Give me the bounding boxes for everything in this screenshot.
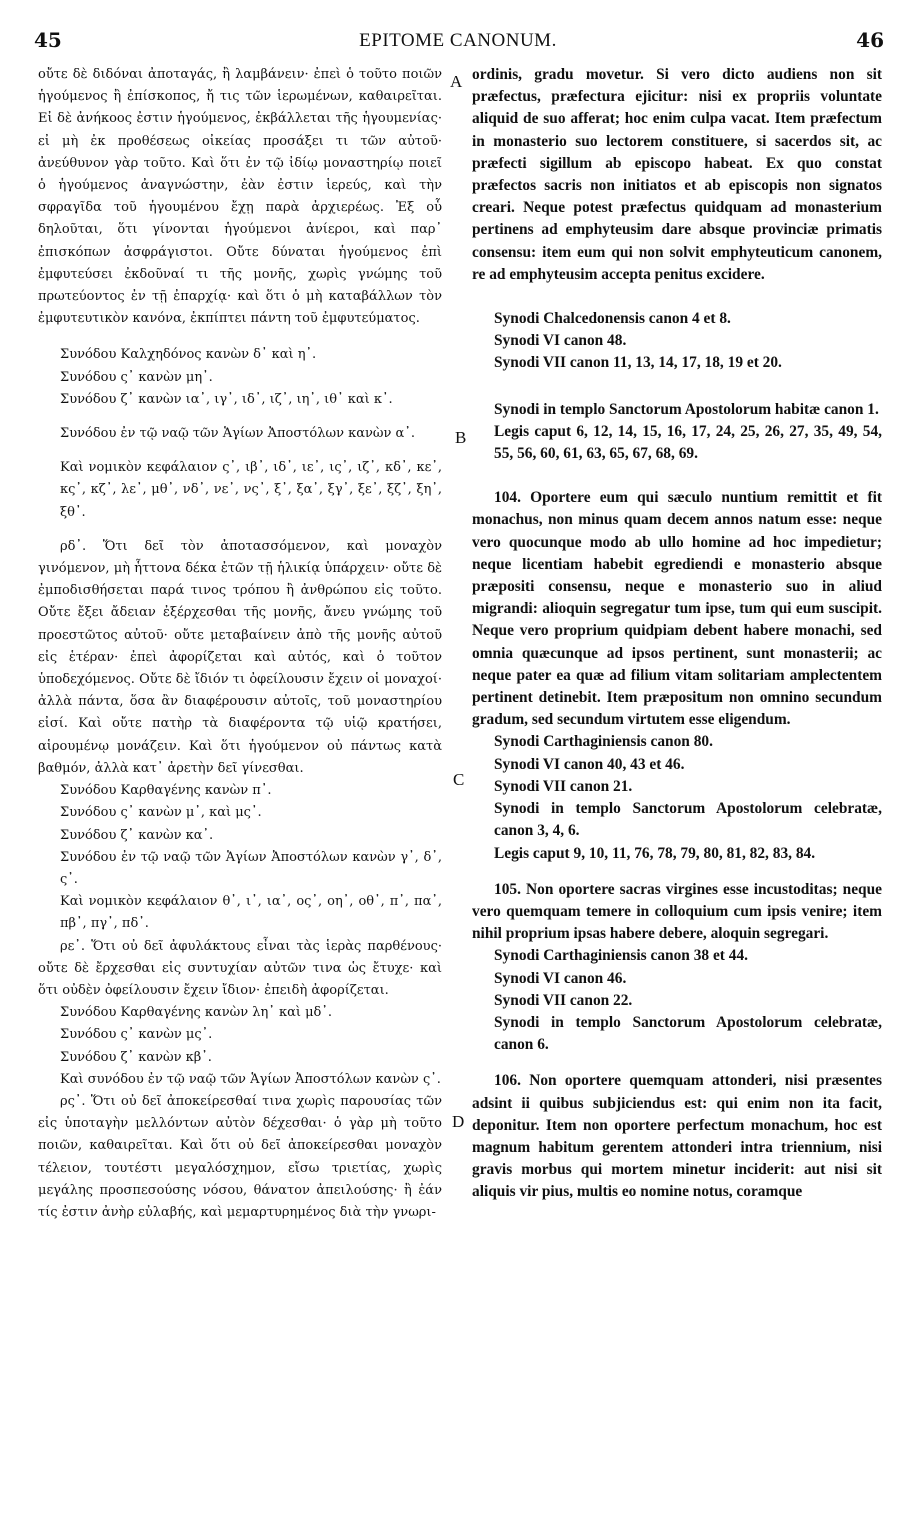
greek-canon-reference: Συνόδου Καρθαγένης κανὼν π᾽.	[60, 783, 272, 799]
latin-canon-reference: Synodi VII canon 21.	[494, 777, 633, 795]
greek-canon-reference: Συνόδου ἐν τῷ ναῷ τῶν Ἁγίων Ἀποστόλων κανὼν γ᾽, δ᾽, ς᾽.	[60, 849, 442, 887]
page-header	[0, 28, 916, 62]
latin-canon-reference: Synodi Carthaginiensis canon 80.	[494, 733, 713, 751]
latin-paragraph: ordinis, gradu movetur. Si vero dicto audiens non sit præfectus, præfectura ejicitur: nisi ex propriis voluntate aliquid de suo afferat; hoc enim culpa vacat. Item præfectum in monasterio suo lectorem constituere, si sacerdos sit, ac præfecti sigillum ab episcopo habeat. Ex quo constat præfectos sacris non initiatos et ab episcopis non signatos creari. Neque potest præfectus quidquam ad monasterium pertinens ad emphyteusim dare absque provinciæ primatis consensu: item eum qui non solvit emphyteuticum canonem, re ad emphyteusim accepta penitus excidere.	[472, 66, 882, 283]
greek-canon-reference: Συνόδου ἐν τῷ ναῷ τῶν Ἁγίων Ἀποστόλων κανὼν α᾽.	[60, 426, 415, 442]
latin-canon-reference: Synodi in templo Sanctorum Apostolorum celebratæ, canon 6.	[494, 1013, 882, 1054]
latin-canon-reference: Synodi Chalcedonensis canon 4 et 8.	[494, 310, 731, 328]
greek-canon-reference: Συνόδου Καρθαγένης κανὼν λη᾽ καὶ μδ᾽.	[60, 1005, 333, 1021]
greek-canon-reference: Συνόδου ς᾽ κανὼν μ᾽, καὶ μς᾽.	[60, 805, 262, 821]
latin-paragraph: 106. Non oportere quemquam attonderi, nisi præsentes adsint ii quibus subjiciendus est: qui enim non ita facit, deponitur. Item non oportere perfectum monachum, hoc est magnum habitum gerentem attonderi intra triennium, nisi gravis morbus qui mortem minetur inciderit: aut nisi sit aliquis vir pius, multis eo nomine notus, coramque	[472, 1072, 882, 1201]
greek-canon-reference: Συνόδου ζ᾽ κανὼν ια᾽, ιγ᾽, ιδ᾽, ιζ᾽, ιη᾽, ιθ᾽ καὶ κ᾽.	[60, 391, 393, 407]
page-number-right: 46	[856, 28, 884, 52]
page-number-left: 45	[34, 28, 62, 52]
greek-paragraph: ρδ᾽. Ὅτι δεῖ τὸν ἀποτασσόμενον, καὶ μοναχὸν γινόμενον, μὴ ἧττονα δέκα ἐτῶν τῇ ἡλικίᾳ ὑπάρχειν· οὔτε δὲ ἐμποδισθήσεται παρά τινος τρόπου ἢ ἀνθρώπου εἰς τοῦτο. Οὔτε ἔξει ἄδειαν ἐξέρχεσθαι τῆς μονῆς, ἄνευ γνώμης τοῦ προεστῶτος αὐτοῦ· οὔτε μεταβαίνειν ἀπὸ τῆς μονῆς αὐτοῦ εἰς ἑτέραν· ἐπεὶ ἀφορίζεται καὶ αὐτός, καὶ ὁ τοῦτον ὑποδεχόμενος. Οὔτε δὲ ἴδιόν τι ὀφείλουσιν ἔχειν οἱ μοναχοί· ἀλλὰ πάντα, ὅσα ἂν διαφέρουσιν αὐτοῖς, τοῦ μοναστηρίου εἰσί. Καὶ οὔτε πατὴρ τὰ διαφέροντα τῷ υἱῷ κρατήσει, αἱρουμένῳ μονάζειν. Καὶ ὅτι ἡγούμενον οὐ πάντως κατὰ βαθμόν, ἀλλὰ κατ᾽ ἀρετὴν δεῖ γίνεσθαι.	[38, 538, 442, 776]
latin-canon-reference: Synodi VII canon 11, 13, 14, 17, 18, 19 et 20.	[494, 354, 782, 372]
latin-canon-reference: Synodi Carthaginiensis canon 38 et 44.	[494, 947, 748, 965]
greek-canon-reference: Συνόδου ς᾽ κανὼν μς᾽.	[60, 1027, 213, 1043]
latin-canon-reference: Synodi VI canon 48.	[494, 332, 627, 350]
margin-marker-a: A	[450, 72, 463, 91]
latin-law-reference: Legis caput 6, 12, 14, 15, 16, 17, 24, 25, 26, 27, 35, 49, 54, 55, 56, 60, 61, 63, 65, 67, 68, 69.	[494, 422, 882, 463]
margin-marker-b: B	[455, 428, 467, 447]
greek-canon-reference: Καὶ συνόδου ἐν τῷ ναῷ τῶν Ἁγίων Ἀποστόλων κανὼν ς᾽.	[60, 1071, 441, 1087]
running-title: EPITOME CANONUM.	[359, 30, 557, 51]
greek-canon-reference: Συνόδου ζ᾽ κανὼν κβ᾽.	[60, 1049, 212, 1065]
greek-canon-reference: Συνόδου ζ᾽ κανὼν κα᾽.	[60, 827, 214, 843]
margin-marker-c: C	[453, 770, 465, 789]
greek-law-reference: Καὶ νομικὸν κεφάλαιον ς᾽, ιβ᾽, ιδ᾽, ιε᾽, ις᾽, ιζ᾽, κδ᾽, κε᾽, κς᾽, κζ᾽, λε᾽, μθ᾽, νδ᾽, νε᾽, νς᾽, ξ᾽, ξα᾽, ξγ᾽, ξε᾽, ξζ᾽, ξη᾽, ξθ᾽.	[60, 460, 442, 520]
latin-canon-reference: Synodi in templo Sanctorum Apostolorum habitæ canon 1.	[494, 400, 879, 418]
greek-canon-reference: Συνόδου ς᾽ κανὼν μη᾽.	[60, 369, 213, 385]
greek-paragraph: ρς᾽. Ὅτι οὐ δεῖ ἀποκείρεσθαί τινα χωρὶς παρουσίας τῶν εἰς ὑποταγὴν μελλόντων αὐτὸν δέχεσθαι· ὁ γὰρ μὴ τοῦτο ποιῶν, καθαιρεῖται. Καὶ ὅτι οὐ δεῖ ἀποκείρεσθαι μοναχὸν τέλειον, τουτέστι μεγαλόσχημον, εἴσω τριετίας, χωρὶς μεγάλης προσπεσούσης νόσου, θάνατον ἀπειλούσης· ἢ ἐάν τίς ἐστιν ἀνὴρ εὐλαβής, καὶ μεμαρτυρημένος διὰ τὴν γνωρι-	[38, 1093, 442, 1220]
greek-canon-reference: Συνόδου Καλχηδόνος κανὼν δ᾽ καὶ η᾽.	[60, 347, 317, 363]
latin-paragraph: 105. Non oportere sacras virgines esse incustoditas; neque vero quemquam temere in colloquium cum ipsis venire; item nihil proprium ipsas habere debere, aloquin segregari.	[472, 880, 882, 943]
latin-canon-reference: Synodi in templo Sanctorum Apostolorum celebratæ, canon 3, 4, 6.	[494, 800, 882, 840]
greek-column	[38, 64, 442, 1524]
margin-marker-d: D	[452, 1112, 465, 1131]
latin-canon-reference: Synodi VI canon 40, 43 et 46.	[494, 755, 685, 773]
greek-paragraph: οὔτε δὲ διδόναι ἀποταγάς, ἢ λαμβάνειν· ἐπεὶ ὁ τοῦτο ποιῶν ἡγούμενος ἢ ἐπίσκοπος, ἤ τις τῶν ἱερωμένων, καθαιρεῖται. Εἰ δὲ ἀνήκοος ἐστιν ἡγούμενος, ἐκβάλλεται τῆς ἡγουμενίας· εἰ μὴ ἐκ προθέσεως οἰκείας προσάξει τι τῶν αὐτοῦ· ἀνεύθυνον γὰρ τοῦτο. Καὶ ὅτι ἐν τῷ ἰδίῳ μοναστηρίῳ ποιεῖ ὁ ἡγούμενος ἀναγνώστην, ἐὰν ἐστιν ἱερεύς, καὶ τὴν σφραγῖδα τοῦ ἡγουμένου ἔχῃ παρὰ ἀρχιερέως. Ἐξ οὗ δηλοῦται, ὅτι γίνονται ἡγούμενοι ἀνίεροι, καὶ παρ᾽ ἐπισκόπων ἀσφράγιστοι. Οὔτε δύναται ἡγούμενος ἐπὶ ἐμφυτεύσει ἐκδοῦναί τι τῆς μονῆς, χωρὶς γνώμης τοῦ πρωτεύοντος ἐν τῇ ἐπαρχίᾳ· καὶ ὅτι ὁ μὴ καταβάλλων τὸν ἐμφυτευτικὸν κανόνα, ἐκπίπτει πάντη τοῦ ἐμφυτεύματος.	[38, 67, 442, 327]
latin-column	[472, 64, 882, 1524]
latin-canon-reference: Synodi VII canon 22.	[494, 991, 633, 1009]
latin-law-reference: Legis caput 9, 10, 11, 76, 78, 79, 80, 81, 82, 83, 84.	[494, 844, 816, 862]
latin-paragraph: 104. Oportere eum qui sæculo nuntium remittit et fit monachus, non minus quam decem annos natum esse: neque vero quocunque modo ab ullo homine ad hoc impedietur; neque licentiam habebit egrediendi e monasterio absque præpositi consensu, neque e monasterio suo in aliud migrandi: alioquin segregatur tum ipse, tum qui eum suscipit. Neque vero proprium quidpiam debent habere monachi, sed omnia quæcunque ad ipsos pertinent, sunt monasterii; ac neque pater ea quæ ad filium vitam solitariam amplectentem pertinent detinebit. Item præpositum non omnino secundum gradum, sed secundum virtutem esse eligendum.	[472, 489, 882, 729]
latin-canon-reference: Synodi VI canon 46.	[494, 969, 627, 987]
greek-law-reference: Καὶ νομικὸν κεφάλαιον θ᾽, ι᾽, ια᾽, ος᾽, οη᾽, οθ᾽, π᾽, πα᾽, πβ᾽, πγ᾽, πδ᾽.	[60, 894, 442, 932]
greek-paragraph: ρε᾽. Ὅτι οὐ δεῖ ἀφυλάκτους εἶναι τὰς ἱερὰς παρθένους· οὔτε δὲ ἔρχεσθαι εἰς συντυχίαν αὐτῶν τινα ὡς ἔτυχε· καὶ ὅτι οὐδὲν ὀφείλουσιν ἔχειν ἴδιον· ἐπειδὴ ἀφορίζεται.	[38, 938, 442, 998]
